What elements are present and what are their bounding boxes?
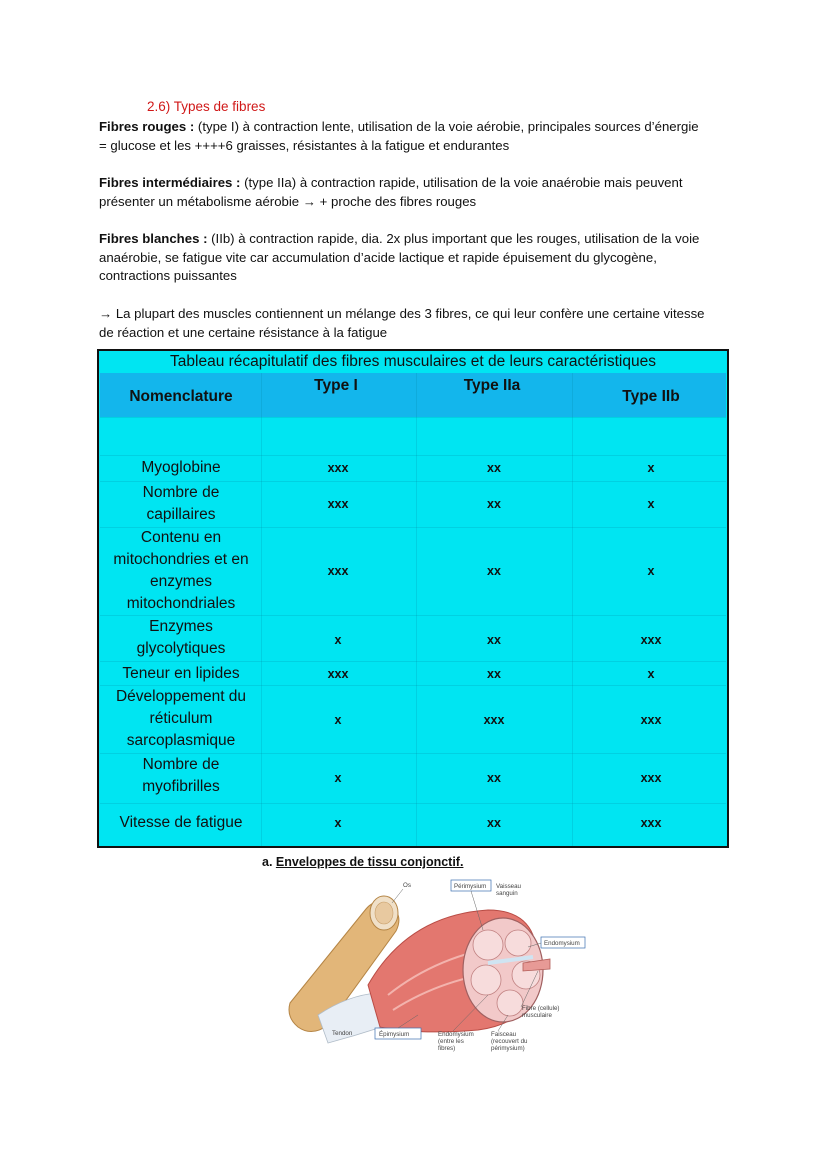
paragraph-line: → La plupart des muscles contiennent un mélange des 3 fibres, ce qui leur confère une certaine vitesse	[99, 306, 705, 321]
summary-table	[97, 349, 729, 848]
fascicle	[473, 930, 503, 960]
figure-title-text: Enveloppes de tissu conjonctif.	[275, 855, 464, 869]
paragraph-text: (type I) à contraction lente, utilisation de la voie aérobie, principales sources d’énergie	[194, 119, 699, 134]
paragraph-line: = glucose et les ++++6 graisses, résistantes à la fatigue et endurantes	[99, 137, 510, 153]
paragraph-line	[99, 118, 731, 137]
fascicle	[505, 930, 531, 956]
value-type-iia: xx	[487, 461, 501, 475]
table-row-capillaires	[99, 482, 727, 526]
value-type-i: x	[334, 633, 342, 647]
bone-marrow	[375, 902, 393, 924]
row-label-line: Myoglobine	[141, 459, 221, 476]
row-label	[101, 457, 261, 479]
value-type-i: x	[334, 713, 342, 727]
value-type-iia: xx	[487, 816, 501, 830]
label-endomysium-box: Endomysium	[544, 940, 580, 947]
paragraph-fibres-blanches	[99, 230, 731, 286]
value-type-iib: xxx	[640, 816, 662, 830]
label-endomysium-3: fibres)	[438, 1045, 456, 1052]
value-type-i: xxx	[327, 497, 349, 511]
value-type-iia: xx	[487, 633, 501, 647]
label-tendon: Tendon	[332, 1030, 353, 1037]
value-type-iia: xx	[487, 564, 501, 578]
paragraph-line	[99, 174, 731, 193]
row-label	[101, 663, 261, 685]
paragraph-fibres-intermediaires	[99, 174, 731, 211]
term-label: Fibres blanches :	[99, 231, 208, 246]
figure-title-prefix: a.	[262, 855, 276, 869]
row-label-line: mitochondries et en	[113, 551, 249, 568]
row-divider	[100, 661, 726, 662]
figure-title	[262, 855, 463, 869]
table-row-reticulum	[99, 686, 727, 752]
value-type-iia: xx	[487, 771, 501, 785]
row-label-line: mitochondriales	[126, 595, 236, 612]
row-label-line: sarcoplasmique	[126, 732, 236, 749]
term-label: Fibres intermédiaires :	[99, 175, 241, 190]
header-type-iia: Type IIa	[463, 377, 521, 394]
paragraph-line: présenter un métabolisme aérobie → + proche des fibres rouges	[99, 193, 477, 209]
label-faisceau-1: Faisceau	[491, 1031, 517, 1038]
paragraph-line: de réaction et une certaine résistance à la fatigue	[99, 324, 388, 340]
table-row-fatigue	[99, 812, 727, 834]
label-vaisseau-1: Vaisseau	[496, 883, 521, 890]
value-type-i: xxx	[327, 461, 349, 475]
row-label	[101, 812, 261, 834]
row-divider	[100, 803, 726, 804]
table-row-myofibrilles	[99, 754, 727, 798]
row-divider	[100, 455, 726, 456]
row-label-line: réticulum	[149, 710, 213, 727]
section-heading: 2.6) Types de fibres	[147, 99, 266, 114]
table-row-lipides	[99, 663, 727, 685]
header-nomenclature: Nomenclature	[129, 388, 233, 405]
table-row-mitochondries	[99, 527, 727, 615]
value-type-i: xxx	[327, 667, 349, 681]
row-label-line: Enzymes	[149, 618, 213, 635]
value-type-i: xxx	[327, 564, 349, 578]
paragraph-line: anaérobie, se fatigue vite car accumulation d’acide lactique et rapide épuisement du glycogène,	[99, 249, 657, 265]
paragraph-line: contractions puissantes	[99, 268, 237, 284]
row-label-line: Nombre de	[142, 484, 220, 501]
value-type-iia: xx	[487, 497, 501, 511]
term-label: Fibres rouges :	[99, 119, 195, 134]
label-faisceau-3: périmysium)	[491, 1045, 525, 1052]
leader-line	[392, 889, 403, 903]
value-type-iib: xxx	[640, 771, 662, 785]
value-type-iib: x	[647, 497, 655, 511]
row-divider	[100, 417, 726, 418]
label-perimysium: Périmysium	[454, 883, 487, 890]
paragraph-melange	[99, 305, 731, 342]
label-endomysium-2: (entre les	[438, 1038, 464, 1045]
value-type-iib: xxx	[640, 713, 662, 727]
table-row-glycolytiques	[99, 616, 727, 660]
table-row-myoglobine	[99, 457, 727, 479]
row-label	[101, 686, 261, 752]
label-os: Os	[403, 882, 411, 889]
table-caption: Tableau récapitulatif des fibres musculaires et de leurs caractéristiques	[170, 353, 656, 370]
fascicle	[497, 990, 523, 1016]
row-label	[101, 482, 261, 526]
muscle-connective-tissue-illustration	[288, 875, 598, 1065]
row-label	[101, 616, 261, 660]
value-type-i: x	[334, 771, 342, 785]
row-label	[101, 527, 261, 615]
row-label-line: Nombre de	[142, 756, 220, 773]
label-fibre-2: musculaire	[522, 1012, 552, 1019]
value-type-iia: xxx	[483, 713, 505, 727]
row-label-line: Teneur en lipides	[122, 665, 240, 682]
label-fibre-1: Fibre (cellule)	[522, 1005, 560, 1012]
value-type-iib: x	[647, 564, 655, 578]
value-type-iib: xxx	[640, 633, 662, 647]
header-type-i: Type I	[314, 377, 358, 394]
row-label-line: myofibrilles	[142, 778, 220, 795]
label-endomysium-1: Endomysium	[438, 1031, 474, 1038]
row-label-line: capillaires	[146, 506, 216, 523]
row-label	[101, 754, 261, 798]
row-label-line: Vitesse de fatigue	[119, 814, 243, 831]
paragraph-text: (IIb) à contraction rapide, dia. 2x plus important que les rouges, utilisation de la voie	[207, 231, 700, 246]
row-label-line: Développement du	[115, 688, 247, 705]
row-label-line: glycolytiques	[136, 640, 226, 657]
fascicle	[471, 965, 501, 995]
value-type-iib: x	[647, 667, 655, 681]
label-vaisseau-2: sanguin	[496, 890, 518, 897]
value-type-i: x	[334, 816, 342, 830]
row-label-line: enzymes	[149, 573, 213, 590]
value-type-iib: x	[647, 461, 655, 475]
value-type-iia: xx	[487, 667, 501, 681]
row-label-line: Contenu en	[140, 529, 222, 546]
header-type-iib: Type IIb	[622, 388, 680, 405]
label-faisceau-2: (recouvert du	[491, 1038, 528, 1045]
label-epimysium: Épimysium	[379, 1031, 410, 1038]
paragraph-line	[99, 230, 731, 249]
paragraph-text: (type IIa) à contraction rapide, utilisation de la voie anaérobie mais peuvent	[240, 175, 683, 190]
paragraph-fibres-rouges	[99, 118, 731, 155]
